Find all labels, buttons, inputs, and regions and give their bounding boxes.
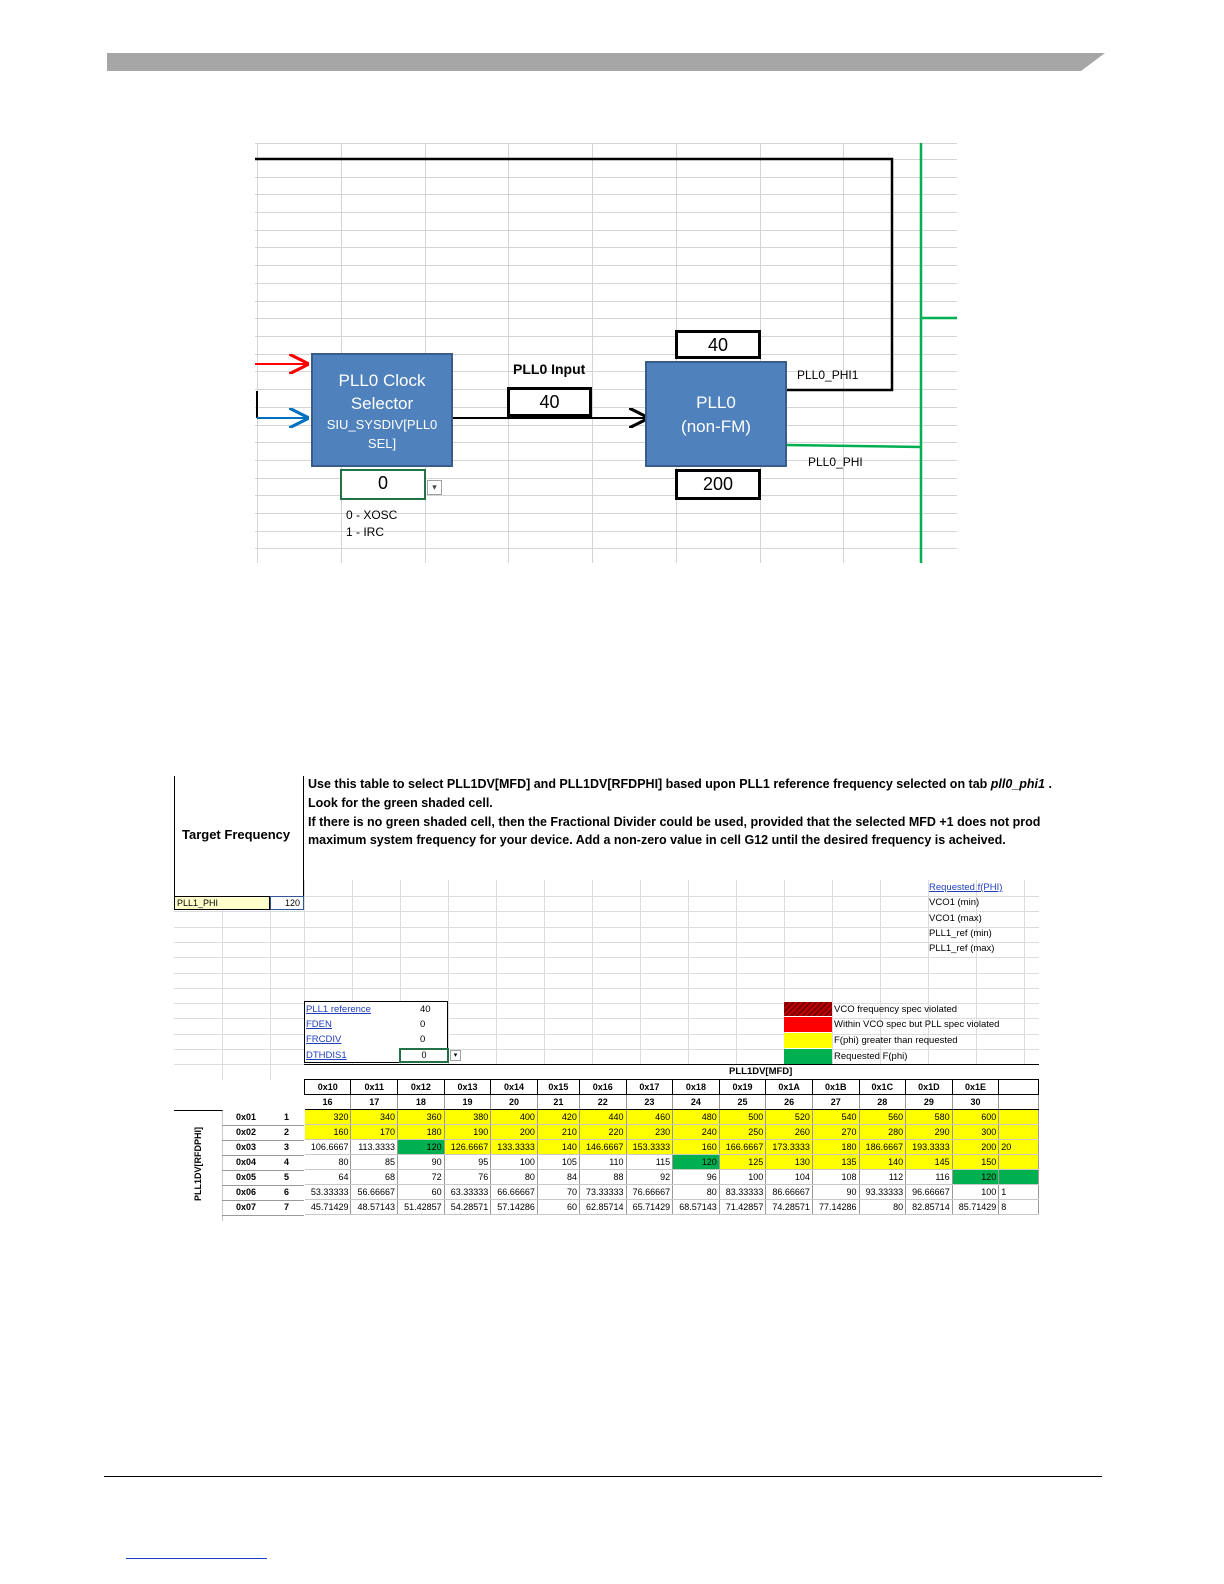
row-separator	[222, 1215, 304, 1216]
mfd-title: PLL1DV[MFD]	[729, 1066, 793, 1077]
dropdown-arrow-icon[interactable]: ▾	[450, 1050, 461, 1061]
gridline	[592, 880, 593, 1080]
table-cell: 500	[719, 1110, 766, 1125]
pll0-block	[645, 361, 787, 467]
table-cell: 200	[952, 1140, 999, 1155]
table-cell: 90	[398, 1155, 445, 1170]
table-row	[305, 1110, 1039, 1125]
table-cell: 190	[444, 1125, 491, 1140]
table-row	[305, 1185, 1039, 1200]
table-cell: 120	[952, 1170, 999, 1185]
pll0-phi1-label: PLL0_PHI1	[797, 368, 859, 382]
table-cell: 56.66667	[351, 1185, 398, 1200]
table-cell: 60	[398, 1185, 445, 1200]
param-dthdis1-value[interactable]: 0	[399, 1048, 449, 1063]
table-cell: 20	[999, 1140, 1039, 1155]
table-cell: 104	[766, 1170, 813, 1185]
table-cell: 480	[673, 1110, 720, 1125]
table-cell: 57.14286	[491, 1200, 538, 1215]
table-row	[305, 1170, 1039, 1185]
param-dthdis1[interactable]: DTHDIS1	[306, 1050, 347, 1061]
table-cell: 193.3333	[906, 1140, 953, 1155]
pll0-clock-diagram	[255, 143, 957, 563]
legend-pll-violated: Within VCO spec but PLL spec violated	[834, 1019, 1000, 1030]
table-cell: 400	[491, 1110, 538, 1125]
gridline	[544, 880, 545, 1080]
table-cell: 66.66667	[491, 1185, 538, 1200]
table-cell: 80	[673, 1185, 720, 1200]
table-cell: 8	[999, 1200, 1039, 1215]
table-cell: 300	[952, 1125, 999, 1140]
row-dec-label: 7	[284, 1202, 290, 1212]
param-frcdiv-value[interactable]: 0	[420, 1034, 426, 1045]
table-cell: 135	[812, 1155, 859, 1170]
dec-header: 17	[351, 1095, 398, 1110]
gridline	[976, 880, 977, 1080]
table-cell: 93.33333	[859, 1185, 906, 1200]
table-cell: 240	[673, 1125, 720, 1140]
param-pll1-reference-value[interactable]: 40	[420, 1004, 431, 1015]
legend-requested: Requested F(phi)	[834, 1051, 908, 1062]
row-separator	[222, 1155, 304, 1156]
table-cell: 600	[952, 1110, 999, 1125]
row-hex-label: 0x03	[236, 1142, 257, 1152]
vco1-max-label: VCO1 (max)	[929, 913, 982, 924]
dec-header: 29	[906, 1095, 953, 1110]
table-cell: 120	[673, 1155, 720, 1170]
table-cell: 51.42857	[398, 1200, 445, 1215]
mfd-title-row	[304, 1064, 1039, 1079]
pll1-ref-min-label: PLL1_ref (min)	[929, 928, 992, 939]
table-cell: 74.28571	[766, 1200, 813, 1215]
table-row	[305, 1200, 1039, 1215]
table-cell: 65.71429	[626, 1200, 673, 1215]
table-cell: 440	[579, 1110, 626, 1125]
table-cell: 96.66667	[906, 1185, 953, 1200]
footer-rule	[104, 1476, 1102, 1477]
table-cell: 146.6667	[579, 1140, 626, 1155]
table-cell: 68.57143	[673, 1200, 720, 1215]
table-cell: 150	[952, 1155, 999, 1170]
row-separator	[222, 1200, 304, 1201]
row-dec-label: 3	[284, 1142, 290, 1152]
table-row	[305, 1155, 1039, 1170]
gridline	[640, 880, 641, 1080]
footer-link-underline	[126, 1558, 267, 1559]
table-cell: 270	[812, 1125, 859, 1140]
hex-header: 0x11	[351, 1080, 398, 1095]
vco1-min-label: VCO1 (min)	[929, 897, 980, 908]
table-cell	[999, 1110, 1039, 1125]
dec-header: 21	[537, 1095, 579, 1110]
row-separator	[222, 1170, 304, 1171]
table-cell: 108	[812, 1170, 859, 1185]
table-cell	[999, 1125, 1039, 1140]
table-cell: 70	[537, 1185, 579, 1200]
target-frequency-label: Target Frequency	[182, 827, 291, 842]
table-cell: 166.6667	[719, 1140, 766, 1155]
table-cell: 520	[766, 1110, 813, 1125]
legend-swatch-vco-violated	[784, 1002, 832, 1016]
table-cell: 68	[351, 1170, 398, 1185]
table-cell: 126.6667	[444, 1140, 491, 1155]
table-cell: 62.85714	[579, 1200, 626, 1215]
table-cell: 60	[537, 1200, 579, 1215]
row-hex-label: 0x06	[236, 1187, 257, 1197]
table-cell: 180	[812, 1140, 859, 1155]
gridline	[832, 880, 833, 1080]
table-cell: 86.66667	[766, 1185, 813, 1200]
dec-header: 22	[579, 1095, 626, 1110]
selector-register: SIU_SYSDIV[PLL0 SEL]	[326, 417, 438, 451]
table-cell: 115	[626, 1155, 673, 1170]
pll1-ref-max-label: PLL1_ref (max)	[929, 943, 995, 954]
row-separator	[222, 1125, 304, 1126]
hex-header: 0x14	[491, 1080, 538, 1095]
table-cell: 106.6667	[305, 1140, 351, 1155]
hex-header: 0x1A	[766, 1080, 813, 1095]
table-cell: 380	[444, 1110, 491, 1125]
table-cell: 80	[491, 1170, 538, 1185]
pll0-phi-label: PLL0_PHI	[808, 455, 863, 469]
table-cell: 64	[305, 1170, 351, 1185]
table-cell: 76.66667	[626, 1185, 673, 1200]
table-cell: 90	[812, 1185, 859, 1200]
table-cell: 145	[906, 1155, 953, 1170]
hex-header: 0x1D	[906, 1080, 953, 1095]
table-cell: 100	[952, 1185, 999, 1200]
mfd-rfdphi-table	[304, 1079, 1039, 1215]
table-cell: 120	[398, 1140, 445, 1155]
dec-header	[999, 1095, 1039, 1110]
dec-header: 19	[444, 1095, 491, 1110]
hex-header: 0x17	[626, 1080, 673, 1095]
param-pll1-reference[interactable]: PLL1 reference	[306, 1004, 371, 1015]
table-cell: 80	[859, 1200, 906, 1215]
gridline	[736, 880, 737, 1080]
table-cell: 580	[906, 1110, 953, 1125]
table-cell: 160	[305, 1125, 351, 1140]
table-cell: 113.3333	[351, 1140, 398, 1155]
table-cell: 83.33333	[719, 1185, 766, 1200]
table-cell	[999, 1170, 1039, 1185]
pll1-phi-input[interactable]: 120	[270, 896, 304, 910]
table-cell: 420	[537, 1110, 579, 1125]
hex-header	[999, 1080, 1039, 1095]
legend-swatch-greater	[784, 1033, 832, 1048]
hex-header: 0x10	[305, 1080, 351, 1095]
table-cell: 340	[351, 1110, 398, 1125]
instruction-line-1: Use this table to select PLL1DV[MFD] and PLL1DV[RFDPHI] based upon PLL1 reference frequency selected on tab pll0_phi1 .	[308, 777, 1052, 791]
table-cell: 105	[537, 1155, 579, 1170]
dropdown-arrow-icon[interactable]: ▾	[427, 480, 442, 495]
table-cell: 1	[999, 1185, 1039, 1200]
table-cell: 82.85714	[906, 1200, 953, 1215]
table-cell: 140	[859, 1155, 906, 1170]
table-cell: 92	[626, 1170, 673, 1185]
table-row	[305, 1125, 1039, 1140]
row-hex-label: 0x02	[236, 1127, 257, 1137]
table-cell: 230	[626, 1125, 673, 1140]
gridline	[1024, 880, 1025, 1080]
table-row	[305, 1140, 1039, 1155]
pll0-title: PLL0	[696, 393, 736, 412]
requested-fphi-link[interactable]: Requested f(PHI)	[929, 882, 1003, 893]
dec-header: 23	[626, 1095, 673, 1110]
legend-swatch-pll-violated	[784, 1017, 832, 1032]
dec-header: 30	[952, 1095, 999, 1110]
table-cell: 560	[859, 1110, 906, 1125]
table-cell: 125	[719, 1155, 766, 1170]
pll0-subtitle: (non-FM)	[681, 417, 751, 436]
table-cell: 173.3333	[766, 1140, 813, 1155]
table-cell: 110	[579, 1155, 626, 1170]
table-cell: 71.42857	[719, 1200, 766, 1215]
table-cell: 84	[537, 1170, 579, 1185]
param-fden-value[interactable]: 0	[420, 1019, 426, 1030]
hex-header: 0x16	[579, 1080, 626, 1095]
selector-title: PLL0 Clock Selector	[338, 371, 426, 413]
hex-header-row	[305, 1080, 1039, 1095]
table-cell: 260	[766, 1125, 813, 1140]
row-hex-label: 0x07	[236, 1202, 257, 1212]
legend-vco-violated: VCO frequency spec violated	[834, 1004, 958, 1015]
page-header-bar	[107, 53, 1105, 71]
option-irc: 1 - IRC	[346, 525, 385, 539]
pll1-phi-label: PLL1_PHI	[174, 896, 270, 910]
hex-header: 0x19	[719, 1080, 766, 1095]
instruction-line-3: If there is no green shaded cell, then the Fractional Divider could be used, provided that the selected MFD +1 does not prod	[308, 815, 1041, 829]
table-cell: 170	[351, 1125, 398, 1140]
pll0-input-label: PLL0 Input	[513, 361, 586, 377]
table-cell: 460	[626, 1110, 673, 1125]
table-cell: 100	[491, 1155, 538, 1170]
instruction-line-4: maximum system frequency for your device. Add a non-zero value in cell G12 until the desired frequency is acheived.	[308, 833, 1006, 847]
table-cell: 133.3333	[491, 1140, 538, 1155]
dec-header: 27	[812, 1095, 859, 1110]
row-dec-label: 5	[284, 1172, 290, 1182]
param-frcdiv[interactable]: FRCDIV	[306, 1034, 342, 1045]
table-cell: 180	[398, 1125, 445, 1140]
table-cell: 153.3333	[626, 1140, 673, 1155]
hex-header: 0x12	[398, 1080, 445, 1095]
dec-header: 28	[859, 1095, 906, 1110]
table-cell: 85.71429	[952, 1200, 999, 1215]
dec-header: 20	[491, 1095, 538, 1110]
gridline	[688, 880, 689, 1080]
table-cell: 54.28571	[444, 1200, 491, 1215]
table-cell: 210	[537, 1125, 579, 1140]
hex-header: 0x18	[673, 1080, 720, 1095]
table-cell: 116	[906, 1170, 953, 1185]
hex-header: 0x15	[537, 1080, 579, 1095]
table-cell: 186.6667	[859, 1140, 906, 1155]
table-cell: 100	[719, 1170, 766, 1185]
table-cell: 290	[906, 1125, 953, 1140]
row-hex-label: 0x04	[236, 1157, 257, 1167]
dec-header: 26	[766, 1095, 813, 1110]
table-cell: 220	[579, 1125, 626, 1140]
table-cell: 73.33333	[579, 1185, 626, 1200]
pll0-clock-selector-block	[311, 353, 453, 467]
table-cell: 320	[305, 1110, 351, 1125]
table-cell: 140	[537, 1140, 579, 1155]
table-cell: 96	[673, 1170, 720, 1185]
dec-header-row	[305, 1095, 1039, 1110]
row-dec-label: 4	[284, 1157, 290, 1167]
option-xosc: 0 - XOSC	[346, 508, 398, 522]
gridline	[496, 880, 497, 1080]
row-separator	[222, 1185, 304, 1186]
legend-swatch-requested	[784, 1049, 832, 1064]
table-cell: 360	[398, 1110, 445, 1125]
gridline	[880, 880, 881, 1080]
row-hex-label: 0x05	[236, 1172, 257, 1182]
dec-header: 24	[673, 1095, 720, 1110]
param-fden[interactable]: FDEN	[306, 1019, 332, 1030]
hex-header: 0x1C	[859, 1080, 906, 1095]
table-cell: 48.57143	[351, 1200, 398, 1215]
dec-header: 18	[398, 1095, 445, 1110]
table-cell: 200	[491, 1125, 538, 1140]
dec-header: 25	[719, 1095, 766, 1110]
hex-header: 0x1E	[952, 1080, 999, 1095]
gridline	[222, 880, 223, 1080]
table-cell	[999, 1155, 1039, 1170]
pll0-input-value: 40	[507, 387, 592, 417]
pll0-top-value: 40	[675, 330, 761, 359]
hex-header: 0x1B	[812, 1080, 859, 1095]
table-cell: 540	[812, 1110, 859, 1125]
table-cell: 112	[859, 1170, 906, 1185]
gridline	[928, 880, 929, 1080]
hex-header: 0x13	[444, 1080, 491, 1095]
table-cell: 53.33333	[305, 1185, 351, 1200]
table-cell: 280	[859, 1125, 906, 1140]
table-cell: 95	[444, 1155, 491, 1170]
table-cell: 77.14286	[812, 1200, 859, 1215]
pll1-divider-table	[174, 776, 1052, 1220]
row-dec-label: 6	[284, 1187, 290, 1197]
dec-header: 16	[305, 1095, 351, 1110]
table-cell: 250	[719, 1125, 766, 1140]
table-cell: 45.71429	[305, 1200, 351, 1215]
gridline	[270, 880, 271, 1080]
selector-value-cell[interactable]: 0	[340, 469, 426, 500]
table-cell: 85	[351, 1155, 398, 1170]
row-hex-label: 0x01	[236, 1112, 257, 1122]
row-dec-label: 1	[284, 1112, 290, 1122]
table-cell: 63.33333	[444, 1185, 491, 1200]
table-cell: 88	[579, 1170, 626, 1185]
legend-greater: F(phi) greater than requested	[834, 1035, 958, 1046]
table-cell: 76	[444, 1170, 491, 1185]
table-cell: 72	[398, 1170, 445, 1185]
pll0-bottom-value: 200	[675, 469, 761, 500]
table-cell: 130	[766, 1155, 813, 1170]
row-separator	[222, 1140, 304, 1141]
instruction-line-2: Look for the green shaded cell.	[308, 796, 493, 810]
rfdphi-title: PLL1DV[RFDPHI]	[193, 1127, 203, 1201]
table-cell: 160	[673, 1140, 720, 1155]
table-cell: 80	[305, 1155, 351, 1170]
row-dec-label: 2	[284, 1127, 290, 1137]
